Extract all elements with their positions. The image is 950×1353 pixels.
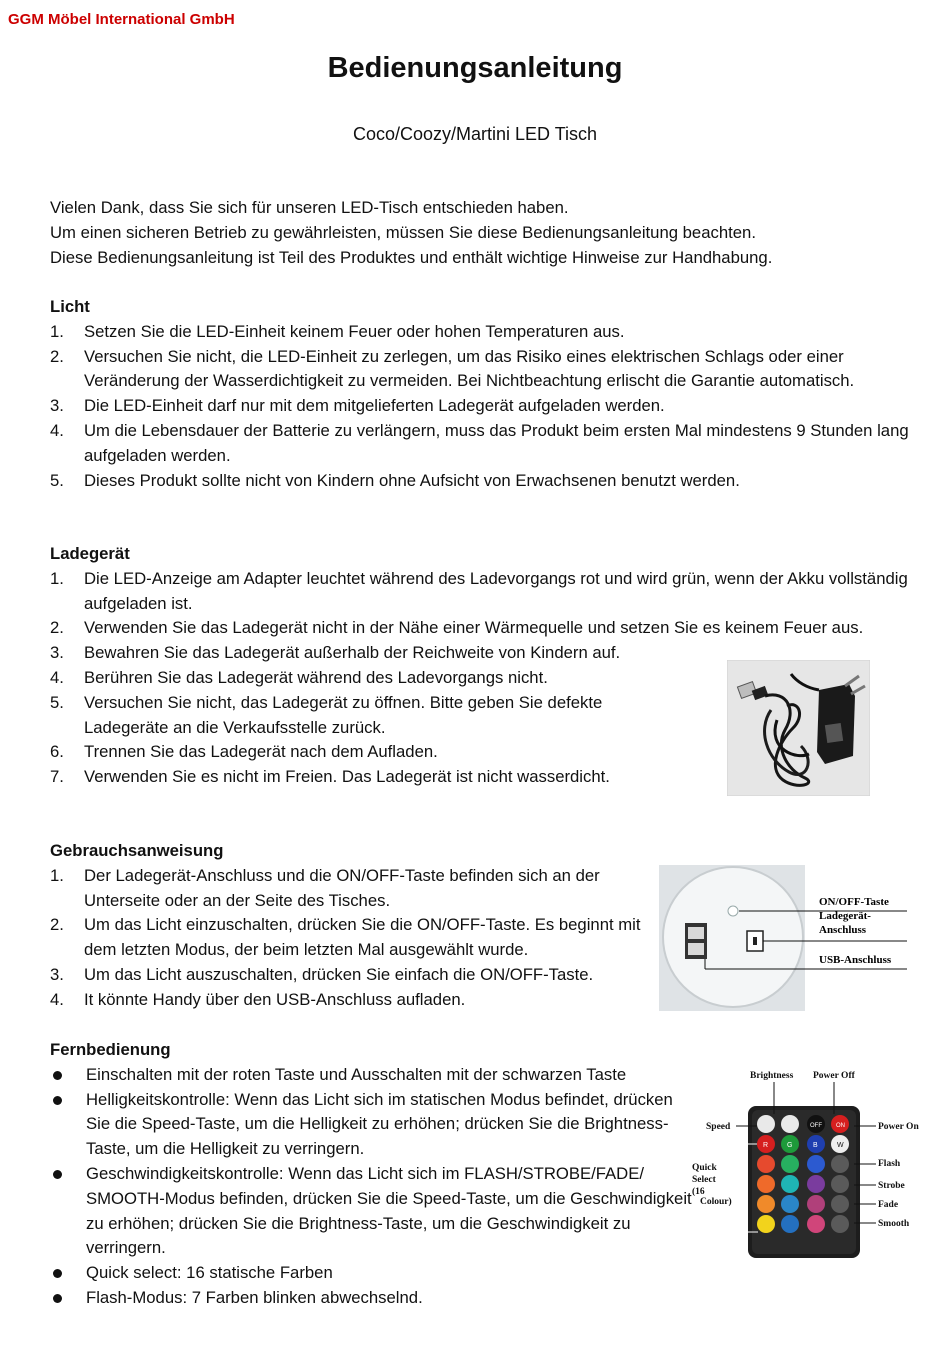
item-text: Die LED-Anzeige am Adapter leuchtet während des Ladevorgangs rot und wird grün, wenn der Akku vollständig aufgeladen ist. (84, 568, 908, 613)
smooth-label: Smooth (878, 1219, 910, 1229)
section-title-fernbedienung: Fernbedienung (50, 1040, 171, 1059)
item-number: 1. (50, 321, 64, 341)
bullet-icon (53, 1269, 62, 1278)
document-subtitle: Coco/Coozy/Martini LED Tisch (352, 124, 598, 144)
charger-port-label-1: Ladegerät- (819, 910, 871, 922)
item-text: Helligkeitskontrolle: Wenn das Licht sich im statischen Modus befindet, drücken Sie die Speed-Taste, um die Helligkeit zu erhöhen; drücken Sie die Brightness-Taste, um die Helligkeit zu verringern. (86, 1089, 673, 1159)
item-number: 2. (50, 915, 64, 935)
fernbedienung-section (50, 1038, 690, 1311)
list-item (50, 1162, 706, 1261)
list-item (50, 963, 670, 988)
item-text: Verwenden Sie das Ladegerät nicht in der Nähe einer Wärmequelle und setzen Sie es keinem Feuer aus. (84, 618, 864, 638)
quick-select-label-2: Select (692, 1175, 716, 1185)
intro-section (50, 196, 920, 270)
list-item (50, 913, 670, 963)
item-text: Versuchen Sie nicht, das Ladegerät zu öffnen. Bitte geben Sie defekte Ladegeräte an die Verkaufsstelle zurück. (84, 692, 603, 737)
brightness-label: Brightness (750, 1071, 794, 1081)
gebrauch-list (50, 864, 670, 1013)
item-text: Um die Lebensdauer der Batterie zu verlängern, muss das Produkt beim ersten Mal mindestens 9 Stunden lang aufgeladen werden. (84, 420, 909, 465)
list-item (50, 345, 920, 395)
bullet-icon (53, 1294, 62, 1303)
strobe-label: Strobe (878, 1181, 905, 1191)
power-on-label: Power On (878, 1122, 919, 1132)
licht-list (50, 320, 920, 494)
item-text: Geschwindigkeitskontrolle: Wenn das Licht sich im FLASH/STROBE/FADE/ SMOOTH-Modus befinden, drücken Sie die Speed-Taste, um die Geschwindigkeit zu erhöhen; drücken Sie die Brightness-Taste, um die Geschwindigkeit zu verringern. (86, 1163, 692, 1258)
item-text: Trennen Sie das Ladegerät nach dem Aufladen. (84, 742, 438, 762)
list-item (50, 419, 920, 469)
item-number: 2. (50, 346, 64, 366)
section-title-gebrauch: Gebrauchsanweisung (50, 841, 224, 860)
off-button-label: OFF (810, 1123, 822, 1129)
list-item (50, 394, 920, 419)
intro-line: Um einen sicheren Betrieb zu gewährleisten, müssen Sie diese Bedienungsanleitung beachten. (50, 222, 756, 242)
item-number: 4. (50, 989, 64, 1009)
item-number: 7. (50, 767, 64, 787)
item-text: Flash-Modus: 7 Farben blinken abwechselnd. (86, 1287, 423, 1307)
gebrauch-section (50, 839, 670, 1013)
on-button-label: ON (836, 1123, 845, 1129)
list-item (50, 864, 670, 914)
item-text: Um das Licht einzuschalten, drücken Sie die ON/OFF-Taste. Es beginnt mit dem letzten Modus, der beim letzten Mal ausgewählt wurde. (84, 915, 641, 960)
item-number: 4. (50, 420, 64, 440)
quick-select-label-4: Colour) (700, 1197, 732, 1207)
charger-photo (727, 660, 870, 796)
item-text: Um das Licht auszuschalten, drücken Sie einfach die ON/OFF-Taste. (84, 964, 594, 984)
list-item (50, 1261, 690, 1286)
r-button-label: R (763, 1142, 769, 1149)
fade-label: Fade (878, 1200, 899, 1210)
quick-select-label-3: (16 (692, 1187, 705, 1197)
intro-line: Diese Bedienungsanleitung ist Teil des Produktes und enthält wichtige Hinweise zur Handhabung. (50, 247, 773, 267)
item-number: 6. (50, 742, 64, 762)
led-base-diagram (659, 865, 913, 1011)
charger-port-label-2: Anschluss (819, 924, 867, 936)
item-text: Setzen Sie die LED-Einheit keinem Feuer oder hohen Temperaturen aus. (84, 321, 625, 341)
item-number: 5. (50, 470, 64, 490)
item-text: Einschalten mit der roten Taste und Ausschalten mit der schwarzen Taste (86, 1064, 627, 1084)
item-text: It könnte Handy über den USB-Anschluss aufladen. (84, 989, 466, 1009)
power-off-label: Power Off (813, 1071, 855, 1081)
list-item (50, 1286, 690, 1311)
item-text: Der Ladegerät-Anschluss und die ON/OFF-Taste befinden sich an der Unterseite oder an der Seite des Tisches. (84, 865, 600, 910)
quick-select-label-1: Quick (692, 1163, 717, 1173)
bullet-icon (53, 1071, 62, 1080)
item-number: 1. (50, 865, 64, 885)
item-number: 1. (50, 568, 64, 588)
item-text: Bewahren Sie das Ladegerät außerhalb der Reichweite von Kindern auf. (84, 643, 621, 663)
list-item (50, 567, 920, 617)
item-text: Dieses Produkt sollte nicht von Kindern ohne Aufsicht von Erwachsenen benutzt werden. (84, 470, 740, 490)
list-item (50, 988, 670, 1013)
list-item (50, 469, 920, 494)
list-item (50, 320, 920, 345)
bullet-icon (53, 1096, 62, 1105)
item-number: 3. (50, 964, 64, 984)
document-title: Bedienungsanleitung (327, 52, 623, 84)
list-item (50, 691, 664, 741)
fernbedienung-list (50, 1063, 690, 1311)
list-item (50, 616, 920, 641)
flash-label: Flash (878, 1159, 901, 1169)
item-text: Verwenden Sie es nicht im Freien. Das Ladegerät ist nicht wasserdicht. (84, 767, 610, 787)
speed-label: Speed (706, 1122, 731, 1132)
list-item (50, 1088, 676, 1162)
company-name: GGM Möbel International GmbH (8, 11, 235, 28)
item-text: Quick select: 16 statische Farben (86, 1263, 333, 1283)
item-number: 3. (50, 396, 64, 416)
b-button-label: B (813, 1142, 818, 1149)
usb-port-label: USB-Anschluss (819, 954, 892, 966)
section-title-licht: Licht (50, 297, 90, 316)
remote-control-diagram (688, 1064, 924, 1264)
item-text: Versuchen Sie nicht, die LED-Einheit zu zerlegen, um das Risiko eines elektrischen Schlags oder einer Veränderung der Wasserdichtigkeit zu vermeiden. Bei Nichtbeachtung erlischt die Garantie automatisch. (84, 346, 855, 391)
intro-line: Vielen Dank, dass Sie sich für unseren LED-Tisch entschieden haben. (50, 198, 569, 217)
item-number: 5. (50, 692, 64, 712)
g-button-label: G (787, 1142, 793, 1149)
bullet-icon (53, 1170, 62, 1179)
w-button-label: W (837, 1142, 844, 1149)
section-title-ladegeraet: Ladegerät (50, 544, 130, 563)
item-number: 2. (50, 618, 64, 638)
list-item (50, 1063, 746, 1088)
item-text: Die LED-Einheit darf nur mit dem mitgelieferten Ladegerät aufgeladen werden. (84, 396, 665, 416)
item-number: 4. (50, 667, 64, 687)
licht-section (50, 295, 920, 493)
item-number: 3. (50, 643, 64, 663)
onoff-label: ON/OFF-Taste (819, 896, 889, 908)
item-text: Berühren Sie das Ladegerät während des Ladevorgangs nicht. (84, 667, 548, 687)
